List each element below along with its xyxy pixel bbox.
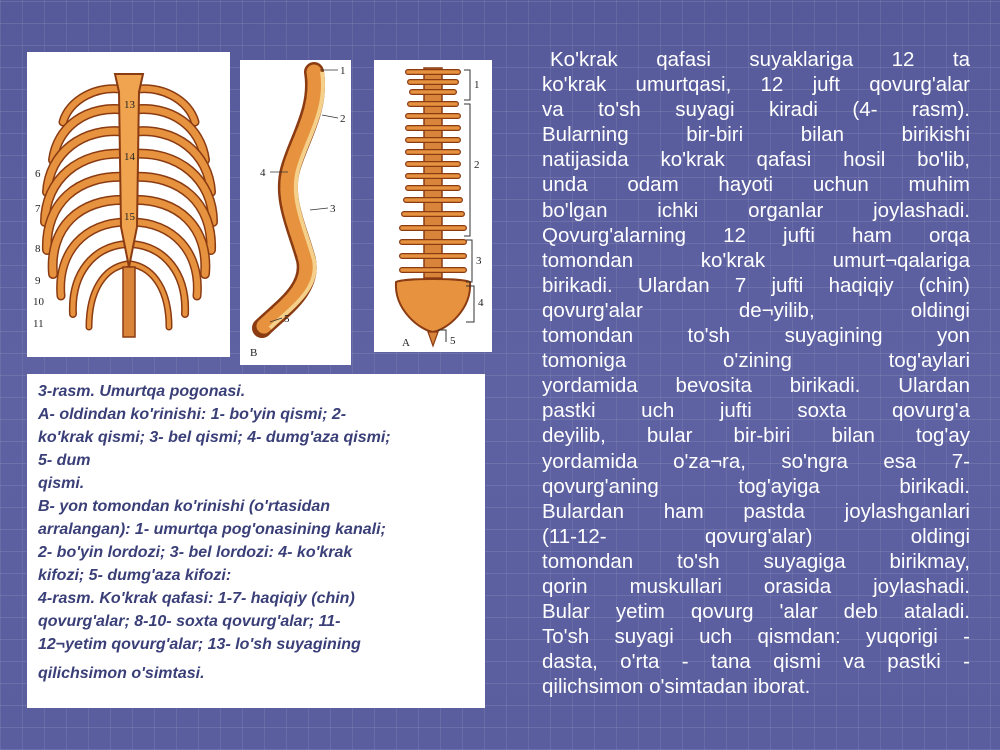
body-line: tomoniga o'zining tog'aylari [542, 349, 970, 373]
body-line: tomondan to'sh suyagining yon [542, 324, 970, 348]
body-line: To'sh suyagi uch qismdan: yuqorigi - [542, 625, 970, 649]
spine-front-illustration [374, 60, 492, 352]
spine-column [123, 267, 135, 337]
caption-line: ko'krak qismi; 3- bel qismi; 4- dumg'aza qismi; [38, 429, 391, 446]
body-line: qorin muskullari orasida joylashadi. [542, 574, 970, 598]
spine-side-figure [240, 60, 351, 365]
spine-front-letter: A [402, 337, 410, 349]
body-line: qilichsimon o'simtadan iborat. [542, 675, 811, 699]
rib-label-9: 9 [35, 275, 41, 287]
body-line: deyilib, bular bir-biri bilan tog'ay [542, 424, 970, 448]
spine-side-label-5: 5 [284, 313, 290, 325]
rib-label-7: 7 [35, 203, 41, 215]
caption-line: qovurg'alar; 8-10- soxta qovurg'alar; 11- [38, 613, 341, 630]
body-line: birikadi. Ulardan 7 jufti haqiqiy (chin) [542, 273, 970, 297]
spine-side-illustration [240, 60, 351, 365]
body-line: bo'lgan ichki organlar joylashadi. [542, 198, 970, 222]
caption-line: B- yon tomondan ko'rinishi (o'rtasidan [38, 498, 331, 515]
spine-front-label-3: 3 [476, 255, 482, 267]
spine-side-label-3: 3 [330, 203, 336, 215]
spine-side-label-4: 4 [260, 167, 266, 179]
body-line: Bulardan ham pastda joylashganlari [542, 499, 970, 523]
body-line: dasta, o'rta - tana qismi va pastki - [542, 650, 970, 674]
ribcage-figure [27, 52, 230, 357]
body-line: tomondan ko'krak umurt¬qalariga [542, 248, 970, 272]
rib-label-6: 6 [35, 168, 41, 180]
caption-line: 2- bo'yin lordozi; 3- bel lordozi: 4- ko'krak [38, 544, 353, 561]
body-line: unda odam hayoti uchun muhim [542, 173, 970, 197]
body-line: ko'krak umurtqasi, 12 juft qovurg'alar [542, 73, 970, 97]
spine-front-figure [374, 60, 492, 352]
caption-line: arralangan): 1- umurtqa pog'onasining kanali; [38, 521, 386, 538]
body-line: qovurg'alar de¬yilib, oldingi [542, 298, 970, 322]
sacrum [396, 279, 470, 332]
sternum-label-15: 15 [124, 211, 135, 223]
caption-line: 3-rasm. Umurtqa pogonasi. [38, 383, 246, 400]
caption-line: qismi. [38, 475, 85, 492]
rib-label-10: 10 [33, 296, 44, 308]
rib-label-11: 11 [33, 318, 44, 330]
spine-side-label-2: 2 [340, 113, 346, 125]
ribcage-illustration [27, 52, 230, 357]
figure-caption [27, 374, 485, 708]
spine-front-vertebrae [396, 68, 470, 346]
caption-line: kifozi; 5- dumg'aza kifozi: [38, 567, 232, 584]
body-line: Ko'krak qafasi suyaklariga 12 ta [550, 48, 970, 71]
body-line: Bularning bir-biri bilan birikishi [542, 123, 970, 147]
body-line: tomondan to'sh suyagiga birikmay, [542, 549, 970, 573]
body-line: (11-12- qovurg'alar) oldingi [542, 524, 970, 548]
caption-line: 4-rasm. Ko'krak qafasi: 1-7- haqiqiy (chin) [38, 590, 355, 607]
spine-front-label-4: 4 [478, 297, 484, 309]
spine-side-letter: B [250, 347, 258, 359]
body-line: Bular yetim qovurg 'alar deb ataladi. [542, 600, 970, 624]
caption-line: A- oldindan ko'rinishi: 1- bo'yin qismi; 2- [38, 406, 347, 423]
spine-side-label-1: 1 [340, 65, 346, 77]
caption-line: 12¬yetim qovurg'alar; 13- lo'sh suyagining [38, 636, 361, 653]
body-line: va to'sh suyagi kiradi (4- rasm). [542, 98, 970, 122]
caption-line: qilichsimon o'simtasi. [38, 665, 205, 682]
body-line: natijasida ko'krak qafasi hosil bo'lib, [542, 148, 970, 172]
rib-label-8: 8 [35, 243, 41, 255]
body-line: yordamida bevosita birikadi. Ulardan [542, 374, 970, 398]
sternum-label-14: 14 [124, 151, 135, 163]
body-line: Qovurg'alarning 12 jufti ham orqa [542, 223, 970, 247]
spine-front-label-1: 1 [474, 79, 480, 91]
spine-front-label-5: 5 [450, 335, 456, 347]
body-line: qovurg'aning tog'ayiga birikadi. [542, 474, 970, 498]
spine-front-label-2: 2 [474, 159, 480, 171]
body-line: pastki uch jufti soxta qovurg'a [542, 399, 970, 423]
caption-line: 5- dum [38, 452, 91, 469]
sternum-label-13: 13 [124, 99, 135, 111]
body-line: yordamida o'za¬ra, so'ngra esa 7- [542, 449, 970, 473]
body-paragraph [542, 47, 970, 699]
